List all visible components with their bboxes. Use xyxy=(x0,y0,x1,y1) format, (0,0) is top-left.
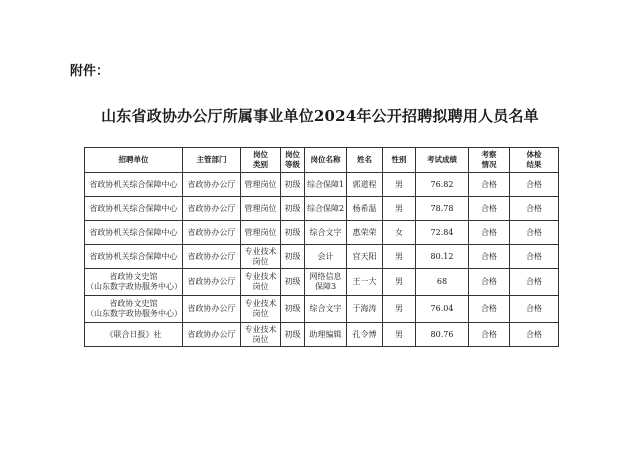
cell-text: 综合保障2 xyxy=(306,203,345,213)
cell-score: 78.78 xyxy=(416,197,469,221)
cell-text: 省政协文史馆 xyxy=(109,299,158,308)
header-text: 情况 xyxy=(481,160,497,169)
cell-text: 保障3 xyxy=(314,282,337,291)
cell-text: 省政协文史馆 xyxy=(109,272,158,281)
header-unit xyxy=(85,148,183,173)
header-gender xyxy=(383,148,416,173)
cell-position xyxy=(305,296,347,323)
cell-text: （山东数字政协服务中心） xyxy=(86,282,182,291)
cell-name: 孔令博 xyxy=(347,323,383,347)
header-text: 性别 xyxy=(391,155,407,164)
cell-name: 于海涛 xyxy=(347,296,383,323)
cell-position xyxy=(305,197,347,221)
header-text: 姓名 xyxy=(357,155,372,164)
cell-dept: 省政协办公厅 xyxy=(183,323,241,347)
header-text: 结果 xyxy=(526,160,542,169)
table-row xyxy=(85,323,559,347)
cell-inspection: 合格 xyxy=(469,323,510,347)
cell-gender: 男 xyxy=(383,269,416,296)
cell-category xyxy=(241,269,281,296)
header-text: 岗位 xyxy=(253,150,268,159)
header-inspection xyxy=(469,148,510,173)
cell-gender: 男 xyxy=(383,173,416,197)
header-text: 招聘单位 xyxy=(118,155,149,164)
document-title: 山东省政协办公厅所属事业单位2024年公开招聘拟聘用人员名单 xyxy=(101,107,539,125)
table-row xyxy=(85,245,559,269)
cell-physical: 合格 xyxy=(510,221,559,245)
cell-text: 省政协机关综合保障中心 xyxy=(89,227,178,237)
cell-score: 76.04 xyxy=(416,296,469,323)
cell-name: 王一大 xyxy=(347,269,383,296)
cell-level: 初级 xyxy=(281,269,305,296)
header-text: 主管部门 xyxy=(196,155,227,164)
cell-unit xyxy=(85,323,183,347)
cell-physical: 合格 xyxy=(510,245,559,269)
cell-physical: 合格 xyxy=(510,197,559,221)
header-name xyxy=(347,148,383,173)
cell-level: 初级 xyxy=(281,296,305,323)
cell-position xyxy=(305,323,347,347)
cell-text: 会计 xyxy=(317,251,334,261)
cell-unit xyxy=(85,245,183,269)
header-text: 考试成绩 xyxy=(427,155,457,164)
cell-text: 岗位 xyxy=(252,282,269,291)
cell-dept: 省政协办公厅 xyxy=(183,245,241,269)
table-row xyxy=(85,197,559,221)
cell-text: 专业技术 xyxy=(244,299,277,308)
cell-inspection: 合格 xyxy=(469,221,510,245)
header-dept xyxy=(183,148,241,173)
cell-gender: 男 xyxy=(383,296,416,323)
cell-name: 杨希温 xyxy=(347,197,383,221)
header-text: 等级 xyxy=(285,160,300,169)
cell-unit xyxy=(85,197,183,221)
cell-text: （山东数字政协服务中心） xyxy=(86,309,182,318)
table-body xyxy=(85,173,559,347)
cell-physical: 合格 xyxy=(510,173,559,197)
cell-text: 综合保障1 xyxy=(306,179,345,189)
header-level xyxy=(281,148,305,173)
cell-category xyxy=(241,245,281,269)
table-header-row xyxy=(85,148,559,173)
cell-inspection: 合格 xyxy=(469,245,510,269)
cell-text: 岗位 xyxy=(252,256,269,266)
header-position xyxy=(305,148,347,173)
cell-category xyxy=(241,197,281,221)
cell-position xyxy=(305,173,347,197)
cell-text: 省政协机关综合保障中心 xyxy=(89,179,178,189)
table-row xyxy=(85,296,559,323)
cell-physical: 合格 xyxy=(510,269,559,296)
header-text: 体检 xyxy=(526,150,542,159)
cell-level: 初级 xyxy=(281,197,305,221)
cell-inspection: 合格 xyxy=(469,269,510,296)
cell-dept: 省政协办公厅 xyxy=(183,221,241,245)
cell-physical: 合格 xyxy=(510,296,559,323)
cell-name: 惠荣荣 xyxy=(347,221,383,245)
header-text: 类别 xyxy=(253,160,268,169)
cell-gender: 男 xyxy=(383,323,416,347)
cell-category xyxy=(241,221,281,245)
header-text: 岗位 xyxy=(285,150,300,159)
table-row xyxy=(85,221,559,245)
cell-text: 管理岗位 xyxy=(244,227,277,237)
cell-score: 80.12 xyxy=(416,245,469,269)
cell-gender: 男 xyxy=(383,197,416,221)
cell-category xyxy=(241,296,281,323)
table-row xyxy=(85,269,559,296)
header-text: 岗位名称 xyxy=(310,155,341,164)
cell-text: 《联合日报》社 xyxy=(105,329,162,339)
cell-level: 初级 xyxy=(281,245,305,269)
cell-unit xyxy=(85,296,183,323)
cell-inspection: 合格 xyxy=(469,197,510,221)
cell-text: 网络信息 xyxy=(309,272,342,281)
attachment-label: 附件： xyxy=(70,64,110,79)
cell-text: 岗位 xyxy=(252,334,269,344)
cell-unit xyxy=(85,173,183,197)
table-row xyxy=(85,173,559,197)
cell-text: 专业技术 xyxy=(244,246,277,256)
cell-score: 68 xyxy=(416,269,469,296)
candidate-table xyxy=(84,147,559,347)
cell-name: 郭道程 xyxy=(347,173,383,197)
cell-unit xyxy=(85,269,183,296)
cell-text: 助理编辑 xyxy=(309,329,342,339)
cell-physical: 合格 xyxy=(510,323,559,347)
cell-position xyxy=(305,221,347,245)
cell-text: 省政协机关综合保障中心 xyxy=(89,251,178,261)
cell-dept: 省政协办公厅 xyxy=(183,173,241,197)
cell-position xyxy=(305,269,347,296)
cell-name: 官天阳 xyxy=(347,245,383,269)
cell-dept: 省政协办公厅 xyxy=(183,296,241,323)
cell-text: 专业技术 xyxy=(244,272,277,281)
cell-unit xyxy=(85,221,183,245)
cell-gender: 男 xyxy=(383,245,416,269)
cell-text: 管理岗位 xyxy=(244,203,277,213)
header-text: 考察 xyxy=(481,150,497,159)
cell-score: 72.84 xyxy=(416,221,469,245)
cell-score: 76.82 xyxy=(416,173,469,197)
cell-position xyxy=(305,245,347,269)
cell-level: 初级 xyxy=(281,221,305,245)
cell-inspection: 合格 xyxy=(469,173,510,197)
cell-inspection: 合格 xyxy=(469,296,510,323)
cell-score: 80.76 xyxy=(416,323,469,347)
cell-text: 岗位 xyxy=(252,309,269,318)
cell-dept: 省政协办公厅 xyxy=(183,269,241,296)
cell-level: 初级 xyxy=(281,323,305,347)
cell-text: 综合文字 xyxy=(309,227,342,237)
cell-dept: 省政协办公厅 xyxy=(183,197,241,221)
cell-category xyxy=(241,323,281,347)
header-score xyxy=(416,148,469,173)
cell-text: 专业技术 xyxy=(244,324,277,334)
cell-category xyxy=(241,173,281,197)
cell-level: 初级 xyxy=(281,173,305,197)
cell-gender: 女 xyxy=(383,221,416,245)
header-category xyxy=(241,148,281,173)
cell-text: 省政协机关综合保障中心 xyxy=(89,203,178,213)
header-physical xyxy=(510,148,559,173)
cell-text: 综合文字 xyxy=(309,304,342,313)
cell-text: 管理岗位 xyxy=(244,179,277,189)
